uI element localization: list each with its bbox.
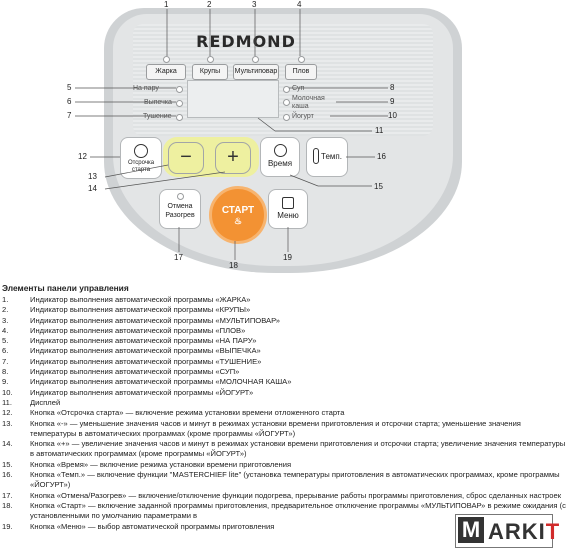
list-item-number: 8. xyxy=(2,367,9,377)
list-item-text: Индикатор выполнения автоматической программы «ЖАРКА» xyxy=(30,295,251,304)
indicator-label-vypechka: Выпечка xyxy=(144,99,172,106)
callout-13: 13 xyxy=(88,172,97,181)
list-item-number: 5. xyxy=(2,336,9,346)
list-item-text: Кнопка «Отсрочка старта» — включение режима установки времени отложенного старта xyxy=(30,408,345,418)
list-item-text: Индикатор выполнения автоматической программы «МОЛОЧНАЯ КАША» xyxy=(30,377,292,387)
list-item xyxy=(2,408,567,418)
list-item xyxy=(2,305,567,315)
callout-7: 7 xyxy=(67,111,72,120)
element-list xyxy=(2,295,567,532)
menu-label: Меню xyxy=(277,211,299,220)
callout-1: 1 xyxy=(164,0,169,9)
list-item-number: 12. xyxy=(2,408,13,418)
list-item-text: Индикатор выполнения автоматической программы «КРУПЫ» xyxy=(30,305,251,315)
list-item-text: Индикатор выполнения автоматической программы «НА ПАРУ» xyxy=(30,336,257,346)
list-item xyxy=(2,398,567,408)
list-item-number: 9. xyxy=(2,377,9,387)
plus-button[interactable]: + xyxy=(215,142,251,174)
list-item-text: Кнопка «Время» — включение режима установки времени приготовления xyxy=(30,459,292,469)
callout-2: 2 xyxy=(207,0,212,9)
cancel-reheat-label: Отмена Разогрев xyxy=(165,203,195,219)
list-item-text: Кнопка «Старт» — включение заданной программы приготовления, предварительное отключение программы «МУЛЬТИПОВАР» в режиме ожидания (с установленными по умолчанию параметрами в xyxy=(30,500,566,521)
callout-12: 12 xyxy=(78,152,87,161)
list-item-number: 6. xyxy=(2,346,9,356)
list-item-number: 18. xyxy=(2,500,13,510)
callout-5: 5 xyxy=(67,83,72,92)
watermark-logo xyxy=(455,514,561,548)
list-item xyxy=(2,388,567,398)
indicator-label-yogurt: Йогурт xyxy=(292,113,314,120)
program-button-krupy[interactable]: Крупы xyxy=(192,64,228,80)
list-item-number: 19. xyxy=(2,521,13,531)
program-button-zharka[interactable]: Жарка xyxy=(146,64,186,80)
list-item-text: Индикатор выполнения автоматической программы «МУЛЬТИПОВАР» xyxy=(30,315,280,325)
list-item-number: 15. xyxy=(2,459,13,469)
list-item-number: 1. xyxy=(2,295,9,304)
steam-icon: ♨ xyxy=(233,216,243,226)
watermark-rest: ARKI xyxy=(488,519,546,544)
list-item-text: Дисплей xyxy=(30,397,61,407)
list-item xyxy=(2,377,567,387)
watermark-accent: T xyxy=(545,519,561,544)
list-item xyxy=(2,367,567,377)
callout-15: 15 xyxy=(374,182,383,191)
watermark-letter: M xyxy=(458,517,484,543)
list-item-number: 4. xyxy=(2,325,9,335)
callout-17: 17 xyxy=(174,253,183,262)
list-item xyxy=(2,439,567,460)
list-item-number: 11. xyxy=(2,397,12,407)
minus-button[interactable]: − xyxy=(168,142,204,174)
list-item-number: 10. xyxy=(2,387,13,397)
callout-18: 18 xyxy=(229,261,238,270)
indicator-label-molochnaya-kasha: Молочная каша xyxy=(292,95,325,110)
list-item-number: 7. xyxy=(2,356,9,366)
list-item xyxy=(2,419,567,440)
callout-6: 6 xyxy=(67,97,72,106)
list-item-text: Кнопка «Темп.» — включение функции "MASTERCHIEF lite" (установка температуры приготовления в автоматических программах, кроме программы «ЙОГУРТ») xyxy=(30,470,560,490)
list-item-text: Индикатор выполнения автоматической программы «ТУШЕНИЕ» xyxy=(30,356,262,366)
start-label: СТАРТ xyxy=(221,205,255,216)
program-button-plov[interactable]: Плов xyxy=(285,64,317,80)
list-item-text: Кнопка «Меню» — выбор автоматической программы приготовления xyxy=(30,521,275,531)
indicator-label-na-paru: На пару xyxy=(133,85,159,92)
list-item xyxy=(2,336,567,346)
callout-14: 14 xyxy=(88,184,97,193)
list-item xyxy=(2,491,567,501)
list-item xyxy=(2,470,567,491)
callout-4: 4 xyxy=(297,0,302,9)
list-item-number: 13. xyxy=(2,418,13,428)
callout-3: 3 xyxy=(252,0,257,9)
temp-label: Темп. xyxy=(321,152,342,161)
list-item-text: Индикатор выполнения автоматической программы «ЙОГУРТ» xyxy=(30,387,254,397)
list-item-text: Кнопка «Отмена/Разогрев» — включение/отключение функции подогрева, прерывание работы программы приготовления, сброс сделанных настроек xyxy=(30,490,562,500)
list-item-number: 2. xyxy=(2,305,9,315)
list-item-number: 16. xyxy=(2,470,13,480)
list-item-text: Индикатор выполнения автоматической программы «СУП» xyxy=(30,367,240,377)
program-button-multipovar[interactable]: Мультиповар xyxy=(233,64,279,80)
list-item xyxy=(2,326,567,336)
time-label: Время xyxy=(267,159,293,168)
indicator-label-sup: Суп xyxy=(292,85,305,92)
list-item xyxy=(2,316,567,326)
list-item-text: Индикатор выполнения автоматической программы «ПЛОВ» xyxy=(30,325,246,335)
brand-logo: REDMOND xyxy=(196,32,296,51)
indicator-label-tushenie: Тушение xyxy=(143,113,172,120)
list-item-number: 14. xyxy=(2,439,13,449)
list-item-text: Кнопка «+» — увеличение значения часов и минут в режимах установки времени приготовления и отсрочки старта; увеличение значения температуры в автоматических программах (кроме программы «ЙОГУРТ») xyxy=(30,439,566,459)
callout-9: 9 xyxy=(390,97,395,106)
section-title: Элементы панели управления xyxy=(2,283,129,293)
list-item-number: 3. xyxy=(2,315,9,325)
list-item-text: Индикатор выполнения автоматической программы «ВЫПЕЧКА» xyxy=(30,346,261,356)
callout-19: 19 xyxy=(283,253,292,262)
callout-10: 10 xyxy=(388,111,397,120)
list-item-text: Кнопка «-» — уменьшение значения часов и минут в режимах установки времени приготовления и отсрочки старта; уменьшение значения температуры в автоматических программах (кроме программы «ЙОГУРТ») xyxy=(30,418,521,438)
list-item xyxy=(2,357,567,367)
list-item xyxy=(2,346,567,356)
list-item xyxy=(2,460,567,470)
callout-8: 8 xyxy=(390,83,395,92)
callout-16: 16 xyxy=(377,152,386,161)
list-item-number: 17. xyxy=(2,490,13,500)
callout-11: 11 xyxy=(375,126,384,135)
delay-start-label: Отсрочка старта xyxy=(127,160,155,173)
watermark-text xyxy=(488,519,560,545)
list-item xyxy=(2,295,567,305)
